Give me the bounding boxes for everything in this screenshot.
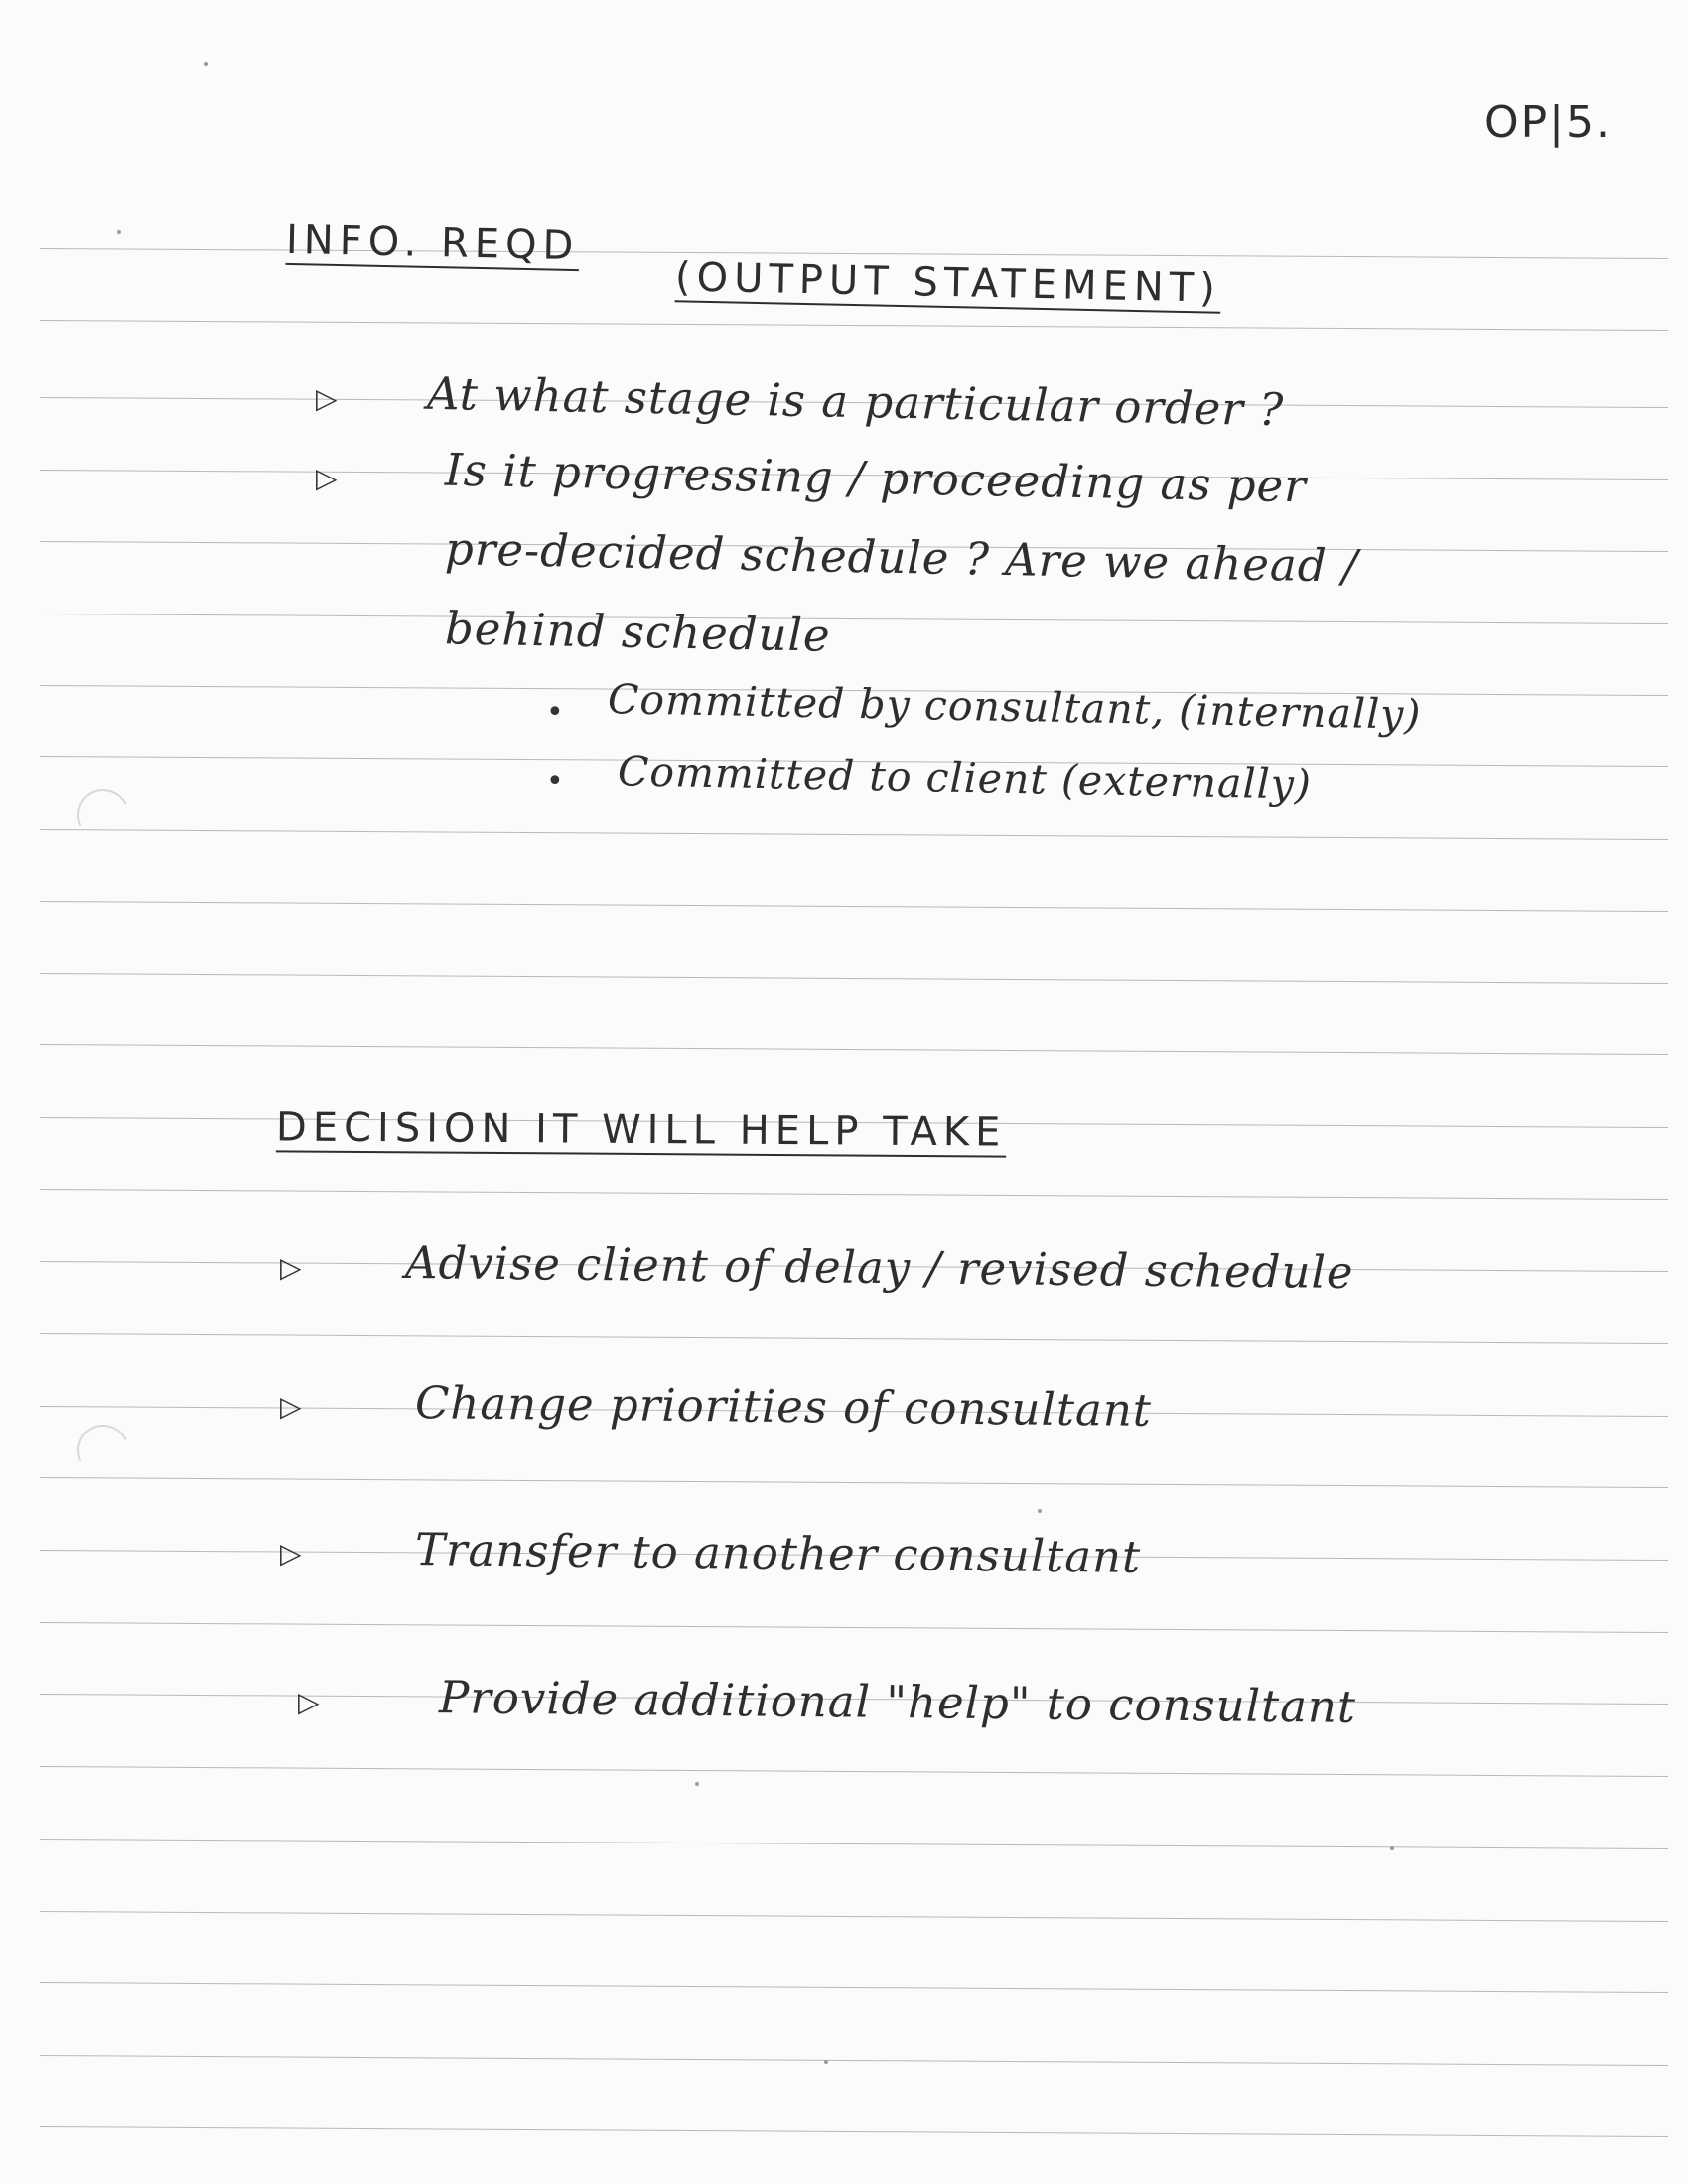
section1-subitem-1: Committed by consultant, (internally) [607, 675, 1422, 739]
ruled-line [40, 320, 1668, 331]
section1-item-2-line-2: pre-decided schedule ? Are we ahead / [444, 522, 1359, 593]
ruled-line [40, 1477, 1668, 1488]
section1-item-2-line-3: behind schedule [444, 602, 832, 662]
section2-item-1: Advise client of delay / revised schedule [404, 1235, 1354, 1299]
ruled-line [40, 901, 1668, 912]
triangle-bullet-icon: ▷ [280, 1537, 302, 1570]
ruled-line [40, 1982, 1668, 1993]
triangle-bullet-icon: ▷ [280, 1251, 302, 1284]
ruled-line [40, 973, 1668, 984]
section2-item-4: Provide additional "help" to consultant [438, 1671, 1357, 1733]
section1-item-2-line-1: Is it progressing / proceeding as per [444, 443, 1308, 513]
round-bullet-icon: • [546, 695, 564, 730]
scan-speck [824, 2060, 828, 2064]
scan-speck [695, 1782, 699, 1786]
ruled-line [40, 829, 1668, 840]
section1-heading-info-reqd: INFO. REQD [285, 216, 580, 270]
punch-hole-mark [70, 782, 137, 849]
scan-speck [204, 62, 208, 66]
section2-item-3: Transfer to another consultant [414, 1523, 1142, 1583]
scan-speck [117, 230, 121, 234]
punch-hole-mark [70, 1418, 137, 1484]
ruled-line [40, 1766, 1668, 1777]
section2-item-2: Change priorities of consultant [414, 1376, 1153, 1436]
triangle-bullet-icon: ▷ [316, 462, 338, 494]
ruled-line [40, 1189, 1668, 1200]
scan-speck [1038, 1509, 1042, 1513]
ruled-line [40, 2055, 1668, 2066]
ruled-line [40, 1044, 1668, 1055]
round-bullet-icon: • [546, 764, 564, 799]
page-number: OP|5. [1484, 97, 1612, 148]
section1-heading-output-statement: (OUTPUT STATEMENT) [674, 254, 1222, 312]
ruled-line [40, 614, 1668, 624]
ruled-line [40, 1839, 1668, 1849]
ruled-line [40, 1911, 1668, 1922]
section2-heading: DECISION IT WILL HELP TAKE [275, 1104, 1007, 1156]
ruled-line [40, 1622, 1668, 1633]
triangle-bullet-icon: ▷ [316, 382, 338, 415]
triangle-bullet-icon: ▷ [280, 1390, 302, 1423]
ruled-line [40, 1333, 1668, 1344]
section1-item-1: At what stage is a particular order ? [426, 366, 1285, 437]
scan-speck [1390, 1846, 1394, 1850]
section1-subitem-2: Committed to client (externally) [617, 748, 1313, 809]
triangle-bullet-icon: ▷ [298, 1686, 320, 1718]
ruled-line [40, 2126, 1668, 2137]
